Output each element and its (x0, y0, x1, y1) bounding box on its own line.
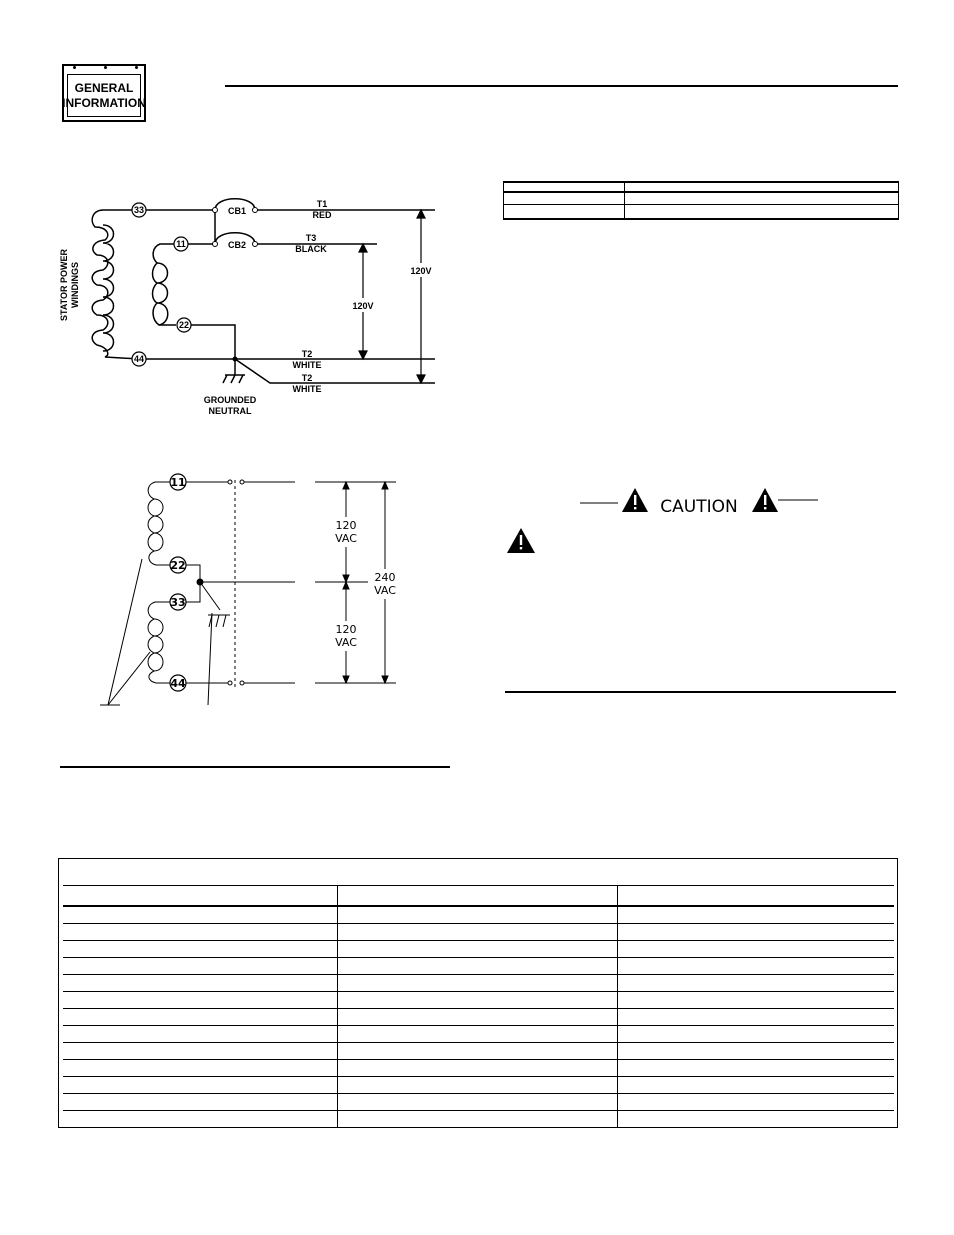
cb1-contact-icon (253, 208, 258, 213)
table-title-rule (63, 885, 894, 886)
warning-triangle-icon (622, 488, 648, 512)
t2b-label: T2 (301, 373, 313, 383)
winding-upper (148, 482, 170, 565)
small-table (503, 181, 899, 220)
upper-volt-unit: VAC (335, 532, 357, 545)
warning-triangle-icon (505, 527, 537, 555)
t3-label: T3 (305, 233, 317, 243)
label-22: 22 (178, 320, 190, 330)
label-11: 11 (170, 476, 186, 489)
badge-line-2: INFORMATION (62, 95, 146, 110)
table-row (504, 204, 899, 219)
t1-color: RED (312, 210, 332, 220)
winding-upper-loops (154, 499, 163, 551)
table-header-row (504, 182, 899, 192)
total-volt-value: 240 (374, 571, 396, 584)
breaker-contact-icon (228, 480, 232, 484)
cb2-contact-icon (213, 242, 218, 247)
breaker-contact-icon (240, 480, 244, 484)
table-cell (625, 204, 899, 219)
label-44: 44 (133, 354, 145, 364)
label-11: 11 (176, 239, 186, 249)
grounded-neutral-line1: GROUNDED (203, 395, 257, 405)
table-row (63, 1008, 894, 1009)
ground-lead (200, 582, 220, 610)
winding-lower-loops (154, 619, 163, 671)
wire-22-to-neutral (191, 325, 235, 359)
table-row (63, 1042, 894, 1043)
table-row (63, 957, 894, 958)
cb2-label: CB2 (227, 240, 247, 250)
badge-rivet-icon (73, 66, 76, 69)
table-row (63, 940, 894, 941)
table-row (63, 1059, 894, 1060)
cb2-contact-icon (253, 242, 258, 247)
table-cell (504, 192, 625, 204)
caution-label: CAUTION (660, 497, 738, 517)
neutral-junction (197, 579, 204, 586)
breaker-contact-icon (240, 681, 244, 685)
table-row (63, 1076, 894, 1077)
t1-label: T1 (316, 199, 328, 209)
caution-banner (580, 485, 820, 517)
stator-wiring-diagram-120v (55, 185, 455, 425)
t2b-color: WHITE (292, 384, 322, 394)
badge-rivet-icon (135, 66, 138, 69)
badge-label (62, 74, 146, 117)
stator-label-line1: STATOR POWER (59, 249, 69, 321)
table-row (63, 1093, 894, 1094)
specifications-table-frame (58, 858, 898, 1128)
table-row (63, 1025, 894, 1026)
general-information-badge (62, 64, 146, 122)
stator-winding-outer (92, 210, 139, 359)
section-rule-left (60, 766, 450, 768)
t3-color: BLACK (295, 244, 327, 254)
table-row (63, 923, 894, 924)
total-volt-unit: VAC (374, 584, 396, 597)
header-rule (225, 85, 898, 87)
table-cell (504, 204, 625, 219)
neutral-junction (233, 357, 238, 362)
grounded-neutral-line2: NEUTRAL (208, 406, 252, 416)
cb1-contact-icon (213, 208, 218, 213)
wire-t2-second (235, 359, 435, 383)
label-33: 33 (133, 205, 145, 215)
cb1-label: CB1 (227, 206, 247, 216)
label-22: 22 (170, 559, 186, 572)
table-cell (625, 182, 899, 192)
caution-bottom-rule (505, 691, 896, 693)
upper-volt-value: 120 (335, 519, 357, 532)
stator-winding-inner (153, 244, 177, 325)
stator-label-line2: WINDINGS (70, 262, 80, 308)
table-row (63, 974, 894, 975)
breaker-contact-icon (228, 681, 232, 685)
table-header-rule (63, 905, 894, 907)
table-cell (625, 192, 899, 204)
table-row (63, 1110, 894, 1111)
label-44: 44 (170, 677, 186, 690)
outer-volt-label: 120V (410, 266, 432, 276)
warning-triangle-icon (752, 488, 778, 512)
table-row (63, 991, 894, 992)
stator-wiring-diagram-240v (100, 465, 410, 710)
winding-lower (148, 602, 170, 683)
ground-icon (223, 375, 245, 383)
lower-volt-value: 120 (335, 623, 357, 636)
table-cell (504, 182, 625, 192)
t2a-color: WHITE (292, 360, 322, 370)
table-row (504, 192, 899, 204)
inner-volt-label: 120V (352, 301, 374, 311)
badge-line-1: GENERAL (74, 80, 134, 95)
label-33: 33 (170, 596, 186, 609)
badge-rivet-icon (104, 66, 107, 69)
lower-volt-unit: VAC (335, 636, 357, 649)
t2a-label: T2 (301, 349, 313, 359)
